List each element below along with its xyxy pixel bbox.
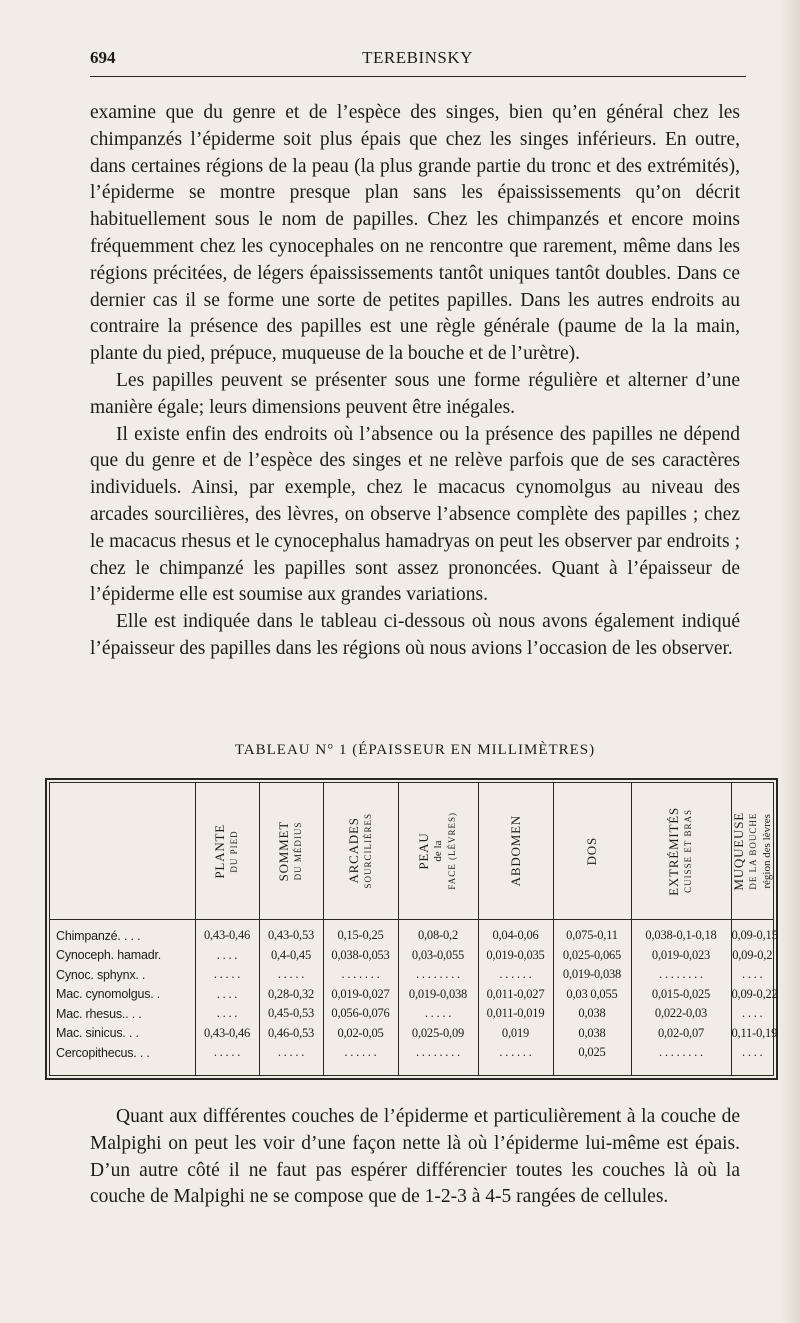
cell: 0,038: [553, 1024, 631, 1044]
cell: . . . .: [195, 985, 259, 1005]
cell: 0,09-0,2: [731, 946, 773, 966]
cell: 0,011-0,027: [478, 985, 553, 1005]
cell: . . . . . . . .: [398, 965, 478, 985]
cell: 0,4-0,45: [259, 946, 323, 966]
table-header-species: [50, 783, 195, 920]
cell: 0,022-0,03: [631, 1004, 731, 1024]
cell: . . . .: [195, 946, 259, 966]
column-header: SOMMET DU MÉDIUS: [259, 783, 323, 920]
cell: . . . . .: [195, 965, 259, 985]
paragraph: Elle est indiquée dans le tableau ci-dessous où nous avons également indiqué l’épaisseur des papilles dans les régions où nous avions l’occasion de les observer.: [90, 611, 740, 659]
table-title: TABLEAU N° 1 (ÉPAISSEUR EN MILLIMÈTRES): [234, 742, 596, 758]
cell: 0,43-0,46: [195, 1024, 259, 1044]
thickness-table: [50, 783, 778, 1075]
table-header-row: [50, 783, 773, 920]
row-label: Mac. cynomolgus. .: [56, 987, 161, 1002]
cell: . . . . . . . .: [631, 1043, 731, 1063]
cell: 0,025: [553, 1043, 631, 1063]
cell: 0,019-0,038: [553, 965, 631, 985]
cell: 0,28-0,32: [259, 985, 323, 1005]
column-header: DOS: [553, 783, 631, 920]
header-rule: [90, 76, 746, 77]
cell: 0,019-0,038: [398, 985, 478, 1005]
cell: 0,08-0,2: [398, 920, 478, 946]
cell: 0,09-0,22: [731, 985, 773, 1005]
table-filler-row: [50, 1063, 773, 1076]
cell: 0,45-0,53: [259, 1004, 323, 1024]
table-row: [50, 1004, 773, 1024]
cell: . . . .: [195, 1004, 259, 1024]
page-edge-shadow: [778, 0, 800, 1323]
cell: 0,019-0,035: [478, 946, 553, 966]
cell: 0,03-0,055: [398, 946, 478, 966]
cell: . . . . . .: [478, 965, 553, 985]
cell: 0,056-0,076: [323, 1004, 398, 1024]
cell: . . . . .: [259, 965, 323, 985]
cell: 0,019-0,027: [323, 985, 398, 1005]
cell: 0,038-0,053: [323, 946, 398, 966]
running-title: TEREBINSKY: [362, 48, 473, 67]
cell: 0,011-0,019: [478, 1004, 553, 1024]
cell: 0,025-0,09: [398, 1024, 478, 1044]
cell: 0,46-0,53: [259, 1024, 323, 1044]
column-header: PEAU de la FACE (LÈVRES): [398, 783, 478, 920]
table-row: [50, 920, 773, 946]
cell: . . . . . .: [478, 1043, 553, 1063]
cell: . . . .: [731, 1004, 773, 1024]
cell: 0,11-0,19: [731, 1024, 773, 1044]
page-number: 694: [90, 48, 116, 67]
cell: 0,075-0,11: [553, 920, 631, 946]
cell: 0,02-0,05: [323, 1024, 398, 1044]
table-row: [50, 965, 773, 985]
body-text-top: [90, 100, 740, 663]
row-label: Cynoc. sphynx. .: [56, 967, 146, 982]
column-header: MUQUEUSE DE LA BOUCHE région des lèvres: [731, 783, 773, 920]
cell: . . . . .: [259, 1043, 323, 1063]
cell: . . . . . . . .: [398, 1043, 478, 1063]
cell: 0,038-0,1-0,18: [631, 920, 731, 946]
cell: . . . .: [731, 1043, 773, 1063]
cell: 0,015-0,025: [631, 985, 731, 1005]
row-label: Cercopithecus. . .: [56, 1045, 150, 1060]
row-label: Cynoceph. hamadr.: [56, 948, 161, 963]
cell: 0,019: [478, 1024, 553, 1044]
body-text-bottom: [90, 1104, 740, 1211]
paragraph: examine que du genre et de l’espèce des singes, bien qu’en général chez les chimpanzés l’épiderme soit plus épais que chez les singes inférieurs. En outre, dans certaines régions de la peau (la plus grande partie du tronc et des extrémités), l’épiderme se montre presque plan sans les épaississements qu’on décrit habituellement sous le nom de papilles. Chez les chimpanzés et encore moins fréquemment chez les cynocephales on ne rencontre que rarement, même dans les régions précitées, de légers épaississements tantôt uniques tantôt doubles. Dans ce dernier cas il se forme une sorte de petites papilles. Dans les autres endroits au contraire la présence des papilles est une règle générale (paume de la la main, plante du pied, prépuce, muqueuse de la bouche et de l’urètre).: [90, 102, 740, 365]
cell: . . . .: [731, 965, 773, 985]
paragraph: Il existe enfin des endroits où l’absence ou la présence des papilles ne dépend que du genre et de l’espèce des singes et ne relève parfois que de ses caractères individuels. Ainsi, par exemple, chez le macacus cynomolgus au niveau des arcades sourcilières, des lèvres, on observe l’absence complète des papilles ; chez le macacus rhesus et le cynocephalus hamadryas on peut les observer par endroits ; chez le chimpanzé les papilles sont assez prononcées. Quant à l’épaisseur de l’épiderme elle est soumise aux grandes variations.: [90, 423, 740, 606]
cell: . . . . .: [398, 1004, 478, 1024]
cell: 0,09-0,15: [731, 920, 773, 946]
cell: 0,43-0,46: [195, 920, 259, 946]
table-row: [50, 1043, 773, 1063]
cell: . . . . . . .: [323, 965, 398, 985]
cell: . . . . .: [195, 1043, 259, 1063]
table-row: [50, 985, 773, 1005]
row-label: Mac. rhesus.. . .: [56, 1006, 142, 1021]
column-header: EXTRÉMITÉS CUISSE ET BRAS: [631, 783, 731, 920]
cell: 0,019-0,023: [631, 946, 731, 966]
column-header: ARCADES SOURCILIÈRES: [323, 783, 398, 920]
page-header: [90, 48, 745, 72]
cell: . . . . . . . .: [631, 965, 731, 985]
column-header: PLANTE DU PIED: [195, 783, 259, 920]
cell: 0,04-0,06: [478, 920, 553, 946]
row-label: Mac. sinicus. . .: [56, 1026, 139, 1041]
cell: 0,03 0,055: [553, 985, 631, 1005]
paragraph: Les papilles peuvent se présenter sous une forme régulière et alterner d’une manière égale; leurs dimensions peuvent être inégales.: [90, 369, 740, 418]
column-header: ABDOMEN: [478, 783, 553, 920]
cell: 0,025-0,065: [553, 946, 631, 966]
cell: 0,43-0,53: [259, 920, 323, 946]
row-label: Chimpanzé. . . .: [56, 928, 141, 943]
cell: 0,02-0,07: [631, 1024, 731, 1044]
table-row: [50, 946, 773, 966]
cell: 0,038: [553, 1004, 631, 1024]
table-row: [50, 1024, 773, 1044]
cell: 0,15-0,25: [323, 920, 398, 946]
cell: . . . . . .: [323, 1043, 398, 1063]
paragraph: Quant aux différentes couches de l’épiderme et particulièrement à la couche de Malpighi on peut les voir d’une façon nette là où l’épiderme lui-même est épais. D’un autre côté il ne faut pas espérer différencier toutes les couches là où la couche de Malpighi ne se compose que de 1-2-3 à 4-5 rangées de cellules.: [90, 1106, 740, 1208]
